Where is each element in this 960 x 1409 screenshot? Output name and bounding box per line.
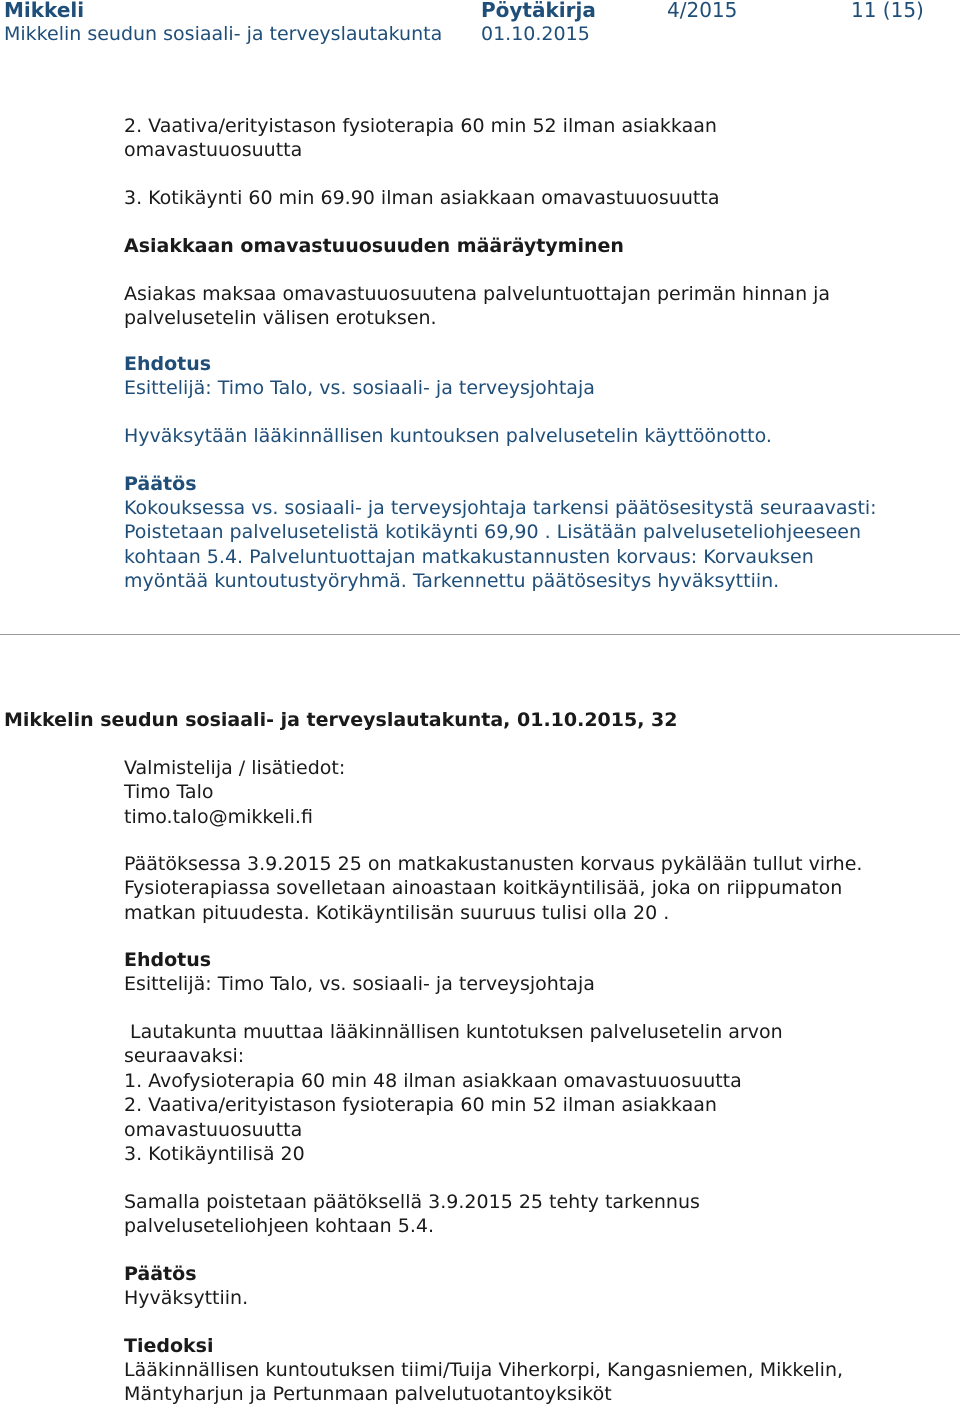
contact-name: Timo Talo: [124, 781, 214, 804]
subheading-own-share: Asiakkaan omavastuuosuuden määräytyminen: [124, 235, 624, 257]
info-heading: Tiedoksi: [124, 1335, 214, 1357]
presenter-line-2: Esittelijä: Timo Talo, vs. sosiaali- ja terveysjohtaja: [124, 973, 595, 995]
proposal-heading-2: Ehdotus: [124, 949, 212, 971]
price-item-2: 2. Vaativa/erityistason fysioterapia 60 min 52 ilman asiakkaan omavastuuosuutta: [124, 115, 717, 162]
decision-heading: Päätös: [124, 473, 197, 495]
header-number: 4/2015: [667, 0, 738, 22]
removal-paragraph: Samalla poistetaan päätöksellä 3.9.2015 25 tehty tarkennus palveluseteliohjeen kohtaan 5.4.: [124, 1191, 700, 1238]
decision-text-2: Hyväksyttiin.: [124, 1287, 249, 1309]
value-change-list: Lautakunta muuttaa lääkinnällisen kuntotuksen palvelusetelin arvon seuraavaksi: 1. Avofysioterapia 60 min 48 ilman asiakkaan omavastuuosuutta 2. Vaativa/erityistason fysioterapia 60 min 52 ilman asiakkaan omavastuuosuutta 3. Kotikäyntilisä 20: [124, 1021, 783, 1166]
header-doc-type: Pöytäkirja: [481, 0, 596, 22]
own-share-paragraph: Asiakas maksaa omavastuuosuutena palveluntuottajan perimän hinnan ja palvelusetelin välisen erotuksen.: [124, 283, 831, 330]
header-page: 11 (15): [851, 0, 924, 22]
contact-info: [124, 756, 924, 829]
decision-heading-2: Päätös: [124, 1263, 197, 1285]
decision-text: Kokouksessa vs. sosiaali- ja terveysjohtaja tarkensi päätösesitystä seuraavasti: Poistetaan palvelusetelistä kotikäynti 69,90 . Lisätään palveluseteliohjeeseen kohtaan 5.4. Palveluntuottajan matkakustannusten korvaus: Korvauksen myöntää kuntoutustyöryhmä. Tarkennettu päätösesitys hyväksyttiin.: [124, 497, 877, 593]
presenter-line: Esittelijä: Timo Talo, vs. sosiaali- ja terveysjohtaja: [124, 377, 595, 399]
proposal-text: Hyväksytään lääkinnällisen kuntouksen palvelusetelin käyttöönotto.: [124, 425, 772, 447]
section-title: Mikkelin seudun sosiaali- ja terveyslautakunta, 01.10.2015, 32: [4, 709, 678, 731]
info-recipients: Lääkinnällisen kuntoutuksen tiimi/Tuija Viherkorpi, Kangasniemen, Mikkelin, Mäntyharjun ja Pertunmaan palvelutuotantoyksiköt: [124, 1359, 844, 1406]
header-org: Mikkeli: [4, 0, 85, 22]
price-item-3: 3. Kotikäynti 60 min 69.90 ilman asiakkaan omavastuuosuutta: [124, 187, 720, 209]
contact-email: timo.talo@mikkeli.fi: [124, 805, 313, 828]
header-date: 01.10.2015: [481, 23, 590, 45]
header-committee: Mikkelin seudun sosiaali- ja terveyslautakunta: [4, 23, 443, 45]
proposal-heading: Ehdotus: [124, 353, 212, 375]
section-divider: [0, 634, 960, 635]
contact-label: Valmistelija / lisätiedot:: [124, 757, 346, 779]
intro-paragraph: Päätöksessa 3.9.2015 25 on matkakustanusten korvaus pykälään tullut virhe. Fysioterapiassa sovelletaan ainoastaan koitkäyntilisää, joka on riippumaton matkan pituudesta. Kotikäyntilisän suuruus tulisi olla 20 .: [124, 853, 863, 924]
